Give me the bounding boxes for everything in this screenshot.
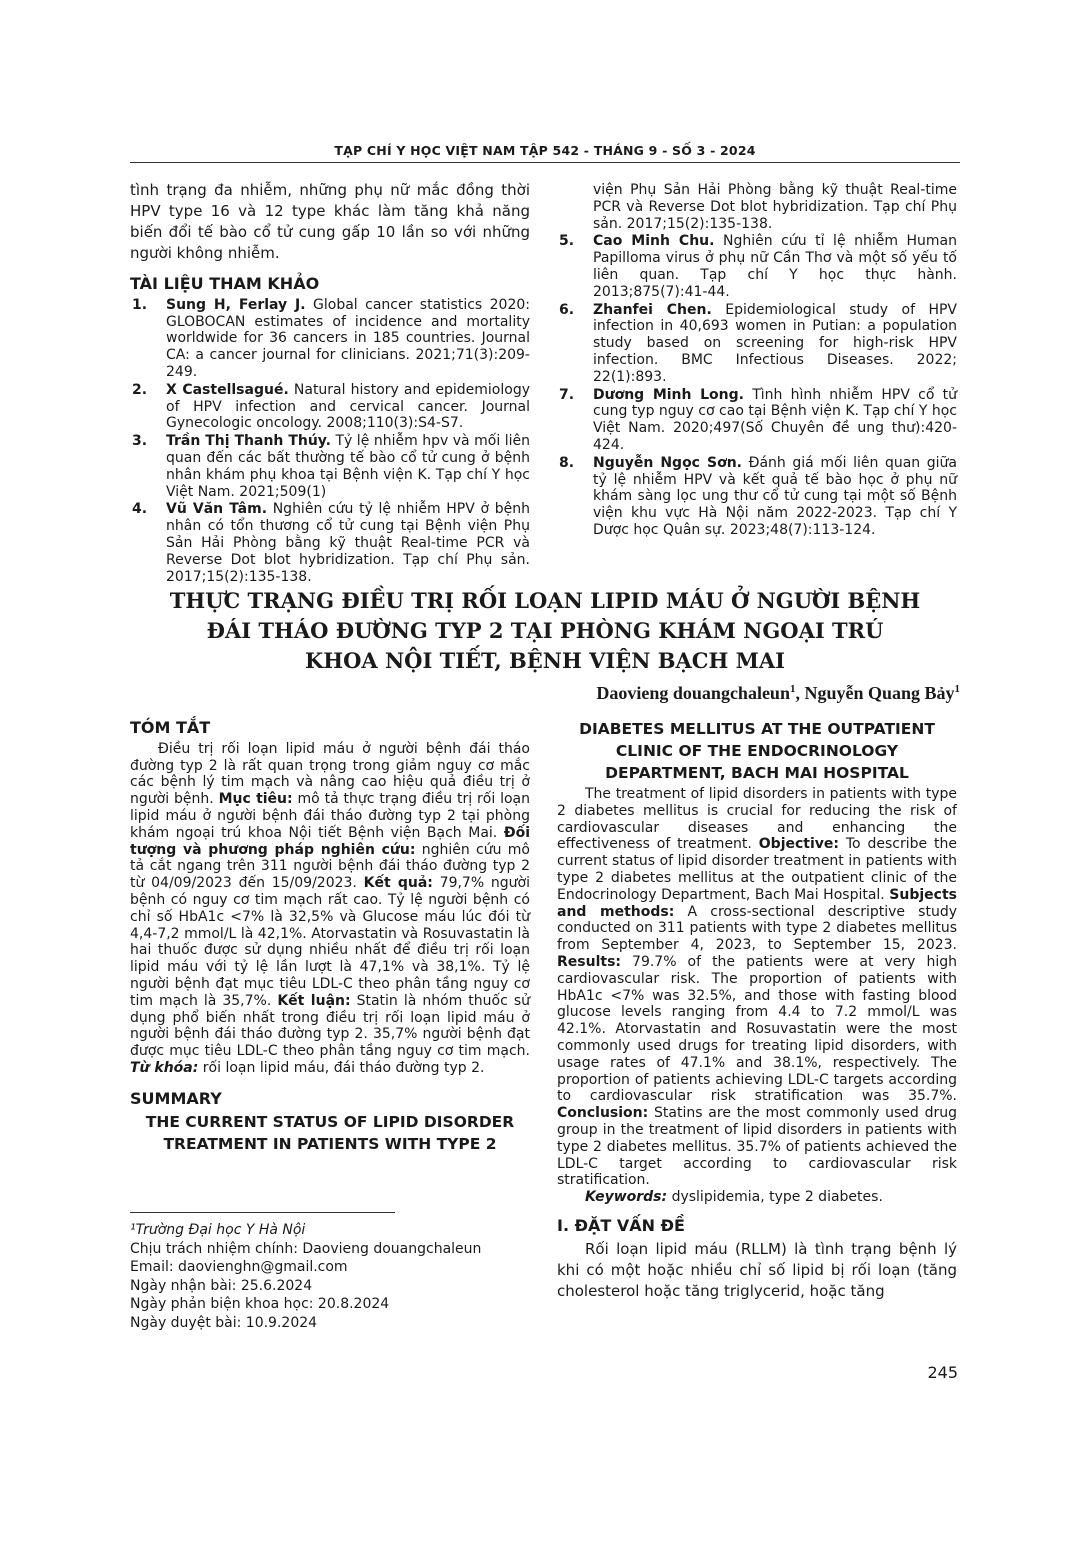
page-number: 245 xyxy=(927,1363,958,1382)
reference-item: 4. Vũ Văn Tâm. Nghiên cứu tỷ lệ nhiễm HPV ở bệnh nhân có tổn thương cổ tử cung tại Bệnh viện Phụ Sản Hải Phòng bằng kỹ thuật Real-time PCR và Reverse Dot blot hybridization. Tạp chí Phụ sản. 2017;15(2):135-138. xyxy=(132,501,530,585)
footnote-reviewed: Ngày phản biện khoa học: 20.8.2024 xyxy=(130,1296,390,1312)
prev-article-right-column xyxy=(557,182,957,540)
footnote-affiliation: ¹Trường Đại học Y Hà Nội xyxy=(130,1222,306,1238)
vn-abstract-body: Điều trị rối loạn lipid máu ở người bệnh đái tháo đường typ 2 là rất quan trọng trong giảm nguy cơ mắc các bệnh lý tim mạch và nâng cao hiệu quả điều trị ở người bệnh. Mục tiêu: mô tả thực trạng điều trị rối loạn lipid máu ở người bệnh đái tháo đường typ 2 tại phòng khám ngoại trú khoa Nội tiết Bệnh viện Bạch Mai. Đối tượng và phương pháp nghiên cứu: nghiên cứu mô tả cắt ngang trên 311 người bệnh đái tháo đường typ 2 từ 04/09/2023 đến 15/09/2023. Kết quả: 79,7% người bệnh có nguy cơ tim mạch rất cao. Tỷ lệ người bệnh có chỉ số HbA1c <7% là 32,5% và Glucose máu lúc đói từ 4,4-7,2 mmol/L là 42,1%. Atorvastatin và Rosuvastatin là hai thuốc được sử dụng nhiều nhất để điều trị rối loạn lipid máu với tỷ lệ lần lượt là 47,1% và 38,1%. Tỷ lệ người bệnh đạt mục tiêu LDL-C theo phân tầng nguy cơ tim mạch là 35,7%. Kết luận: Statin là nhóm thuốc sử dụng phổ biến nhất trong điều trị rối loạn lipid máu ở người bệnh đái tháo đường typ 2. 35,7% người bệnh đạt được mục tiêu LDL-C theo phân tầng nguy cơ tim mạch. Từ khóa: rối loạn lipid máu, đái tháo đường typ 2. xyxy=(130,740,531,1076)
en-title-part1: THE CURRENT STATUS OF LIPID DISORDER TREATMENT IN PATIENTS WITH TYPE 2 xyxy=(145,1112,515,1153)
reference-item: 2. X Castellsagué. Natural history and epidemiology of HPV infection and cervical cancer. Journal Gynecologic oncology. 2008;110(3):S4-S7. xyxy=(132,381,530,432)
article-title: THỰC TRẠNG ĐIỀU TRỊ RỐI LOẠN LIPID MÁU Ở NGƯỜI BỆNH ĐÁI THÁO ĐƯỜNG TYP 2 TẠI PHÒNG KHÁM NGOẠI TRÚ KHOA NỘI TIẾT, BỆNH VIỆN BẠCH MAI xyxy=(169,588,921,673)
prev-article-left-column xyxy=(130,180,530,585)
reference-list-right xyxy=(557,233,957,538)
footnote-responsible: Chịu trách nhiệm chính: Daovieng douangchaleun xyxy=(130,1240,482,1257)
reference-item: 7. Dương Minh Long. Tình hình nhiễm HPV cổ tử cung typ nguy cơ cao tại Bệnh viện K. Tạp chí Y học Việt Nam. 2020;497(Số Chuyên đề ung thư):420-424. xyxy=(559,386,957,453)
footnotes xyxy=(130,1221,481,1332)
abstract-left-column xyxy=(130,720,530,1155)
references-heading: TÀI LIỆU THAM KHẢO xyxy=(130,274,320,293)
intro-heading: I. ĐẶT VẤN ĐỀ xyxy=(557,1215,685,1235)
en-keywords: Keywords: dyslipidemia, type 2 diabetes. xyxy=(585,1189,883,1206)
reference-item: 5. Cao Minh Chu. Nghiên cứu tỉ lệ nhiễm Human Papilloma virus ở phụ nữ Cần Thơ và một số yếu tố liên quan. Tạp chí Y học thực hành. 2013;875(7):41-44. xyxy=(559,233,958,300)
footnote-received: Ngày nhận bài: 25.6.2024 xyxy=(130,1277,313,1294)
footnote-email: Email: daovienghn@gmail.com xyxy=(130,1259,348,1275)
prev-article-conclusion: tình trạng đa nhiễm, những phụ nữ mắc đồng thời HPV type 16 và 12 type khác làm tăng khả năng biến đổi tế bào cổ tử cung gấp 10 lần so với những người không nhiễm. xyxy=(130,181,530,262)
reference-item: 1. Sung H, Ferlay J. Global cancer statistics 2020: GLOBOCAN estimates of incidence and mortality worldwide for 36 cancers in 185 countries. Journal CA: a cancer journal for clinicians. 2021;71(3):209-249. xyxy=(132,296,530,380)
intro-paragraph: Rối loạn lipid máu (RLLM) là tình trạng bệnh lý khi có một hoặc nhiều chỉ số lipid bị rối loạn (tăng cholesterol hoặc tăng triglycerid, hoặc tăng xyxy=(557,1239,957,1300)
en-title-part2: DIABETES MELLITUS AT THE OUTPATIENT CLINIC OF THE ENDOCRINOLOGY DEPARTMENT, BACH MAI HOSPITAL xyxy=(579,720,935,782)
authors: Daovieng douangchaleun$^1$, Nguyễn Quang Bảy$^1$ xyxy=(596,683,960,703)
reference-item: 8. Nguyễn Ngọc Sơn. Đánh giá mối liên quan giữa tỷ lệ nhiễm HPV và kết quả tế bào học ở phụ nữ khám sàng lọc ung thư cổ tử cung tại một số Bệnh viện khu vực Hà Nội năm 2022-2023. Tạp chí Y Dược học Quân sự. 2023;48(7):113-124. xyxy=(559,454,958,538)
summary-heading: SUMMARY xyxy=(130,1088,222,1108)
tom-tat-heading: TÓM TẮT xyxy=(130,718,211,737)
footnote-accepted: Ngày duyệt bài: 10.9.2024 xyxy=(130,1314,318,1331)
reference-4-continuation: viện Phụ Sản Hải Phòng bằng kỹ thuật Real-time PCR và Reverse Dot blot hybridization. Tạp chí Phụ sản. 2017;15(2):135-138. xyxy=(593,182,957,232)
reference-item: 3. Trần Thị Thanh Thúy. Tỷ lệ nhiễm hpv và mối liên quan đến các bất thường tế bào cổ tử cung ở bệnh nhân khám phụ khoa tại Bệnh viện K. Tạp chí Y học Việt Nam. 2021;509(1) xyxy=(132,433,530,500)
en-abstract-body: The treatment of lipid disorders in patients with type 2 diabetes mellitus is crucial for reducing the risk of cardiovascular diseases and enhancing the effectiveness of treatment. Objective: To describe the current status of lipid disorder treatment in patients with type 2 diabetes mellitus at the outpatient clinic of the Endocrinology Department, Bach Mai Hospital. Subjects and methods: A cross-sectional descriptive study conducted on 311 patients with type 2 diabetes mellitus from September 4, 2023, to September 15, 2023. Results: 79.7% of the patients were at very high cardiovascular risk. The proportion of patients with HbA1c <7% was 32.5%, and those with fasting blood glucose levels ranging from 4.4 to 7.2 mmol/L was 42.1%. Atorvastatin and Rosuvastatin were the most commonly used drugs for treating lipid disorders, with usage rates of 47.1% and 38.1%, respectively. The proportion of patients achieving LDL-C targets according to cardiovascular risk stratification was 35.7%. Conclusion: Statins are the most commonly used drug group in the treatment of lipid disorders in patients with type 2 diabetes mellitus. 35.7% of patients achieved the LDL-C target according to cardiovascular risk stratification. xyxy=(557,786,958,1189)
header-rule xyxy=(130,162,960,163)
reference-item: 6. Zhanfei Chen. Epidemiological study of HPV infection in 40,693 women in Putian: a population study based on screening for high-risk HPV infection. BMC Infectious Diseases. 2022; 22(1):893. xyxy=(559,301,957,385)
reference-item-continued xyxy=(557,182,957,232)
abstract-right-column xyxy=(557,718,957,1302)
footnote-rule xyxy=(130,1212,395,1213)
reference-list-left xyxy=(130,296,530,585)
running-head: TẠP CHÍ Y HỌC VIỆT NAM TẬP 542 - THÁNG 9 - SỐ 3 - 2024 xyxy=(334,143,756,158)
